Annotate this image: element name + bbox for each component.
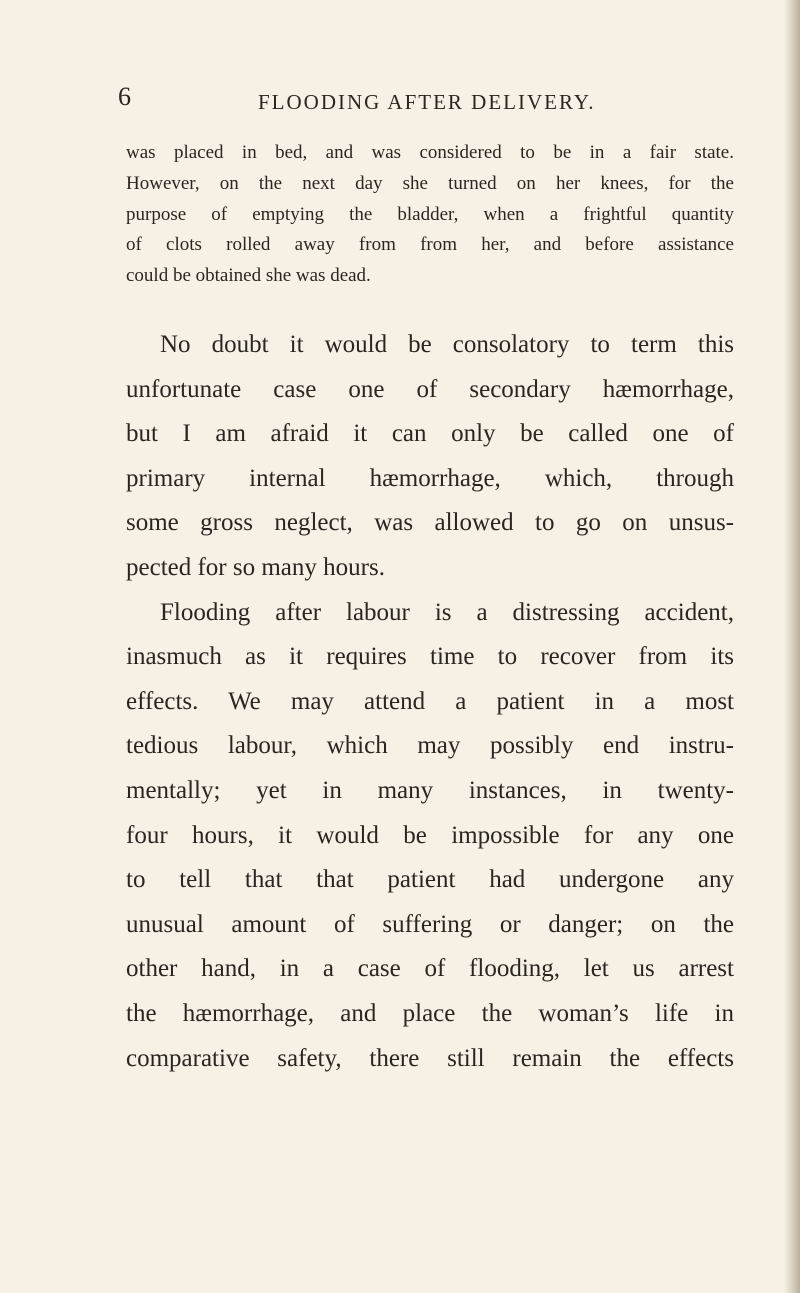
paragraph-line: unfortunate case one of secondary hæmorrhage, [126, 375, 734, 403]
paragraph-line: unusual amount of suffering or danger; on the [126, 910, 734, 938]
paragraph-line: some gross neglect, was allowed to go on unsus- [126, 509, 734, 537]
paragraph-line: was placed in bed, and was considered to be in a fair state. [126, 142, 734, 163]
paragraph-line: comparative safety, there still remain the effects [126, 1044, 734, 1072]
paragraph-line: to tell that that patient had undergone any [126, 866, 734, 894]
paragraph-line: could be obtained she was dead. [126, 265, 371, 287]
paragraph-line: but I am afraid it can only be called one of [126, 420, 734, 448]
paragraph-line: of clots rolled away from from her, and before assistance [126, 234, 734, 256]
paragraph-line: purpose of emptying the bladder, when a frightful quantity [126, 203, 734, 225]
paragraph-line: However, on the next day she turned on her knees, for the [126, 172, 734, 194]
paragraph-line: mentally; yet in many instances, in twenty- [126, 776, 734, 804]
paragraph-line: effects. We may attend a patient in a most [126, 687, 734, 715]
paragraph-2-and-3 [126, 323, 734, 1081]
paragraph-line: inasmuch as it requires time to recover from its [126, 643, 734, 671]
paragraph-line: the hæmorrhage, and place the woman’s life in [126, 999, 734, 1027]
page-number: 6 [118, 82, 131, 111]
paragraph-line: No doubt it would be consolatory to term this [160, 331, 734, 358]
paragraph-line: other hand, in a case of flooding, let us arrest [126, 955, 734, 983]
page-header [0, 82, 800, 118]
paragraph-line: four hours, it would be impossible for any one [126, 821, 734, 849]
paragraph-line: tedious labour, which may possibly end instru- [126, 732, 734, 760]
paragraph-line: Flooding after labour is a distressing accident, [160, 598, 734, 626]
paragraph-1 [126, 138, 734, 292]
paragraph-line: pected for so many hours. [126, 553, 385, 581]
page-edge-shadow [784, 0, 800, 1293]
paragraph-line: primary internal hæmorrhage, which, through [126, 464, 734, 492]
running-head: FLOODING AFTER DELIVERY. [258, 90, 596, 114]
